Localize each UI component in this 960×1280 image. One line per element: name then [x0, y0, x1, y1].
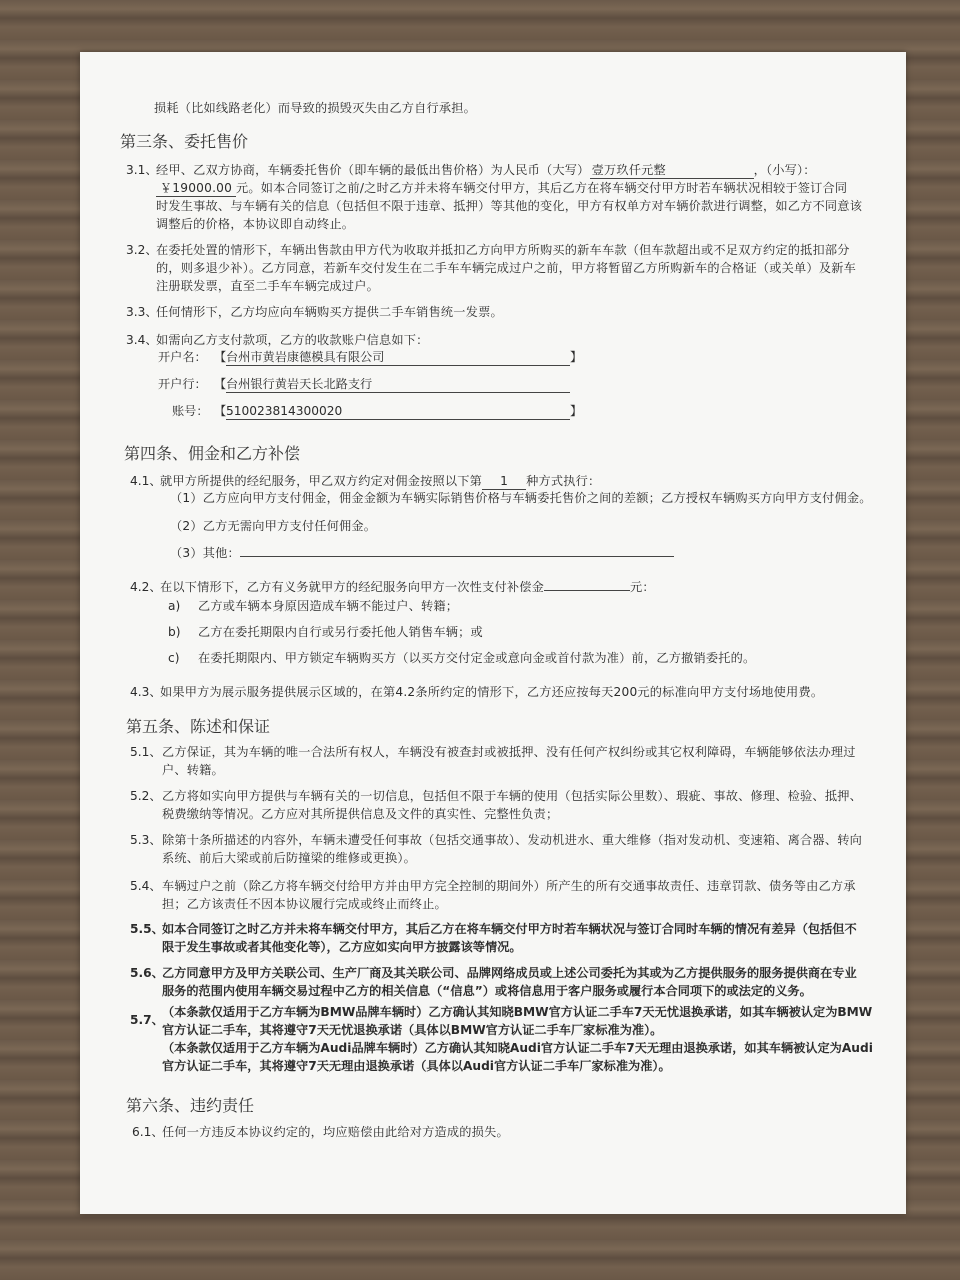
clause-4-1-number: 4.1、	[130, 474, 162, 488]
bracket-open: 【	[214, 377, 227, 391]
clause-4-2-line1: 在以下情形下，乙方有义务就甲方的经纪服务向甲方一次性支付补偿金 元：	[160, 580, 655, 594]
commission-option-field: 1	[482, 473, 526, 490]
section3-title: 第三条、委托售价	[120, 132, 249, 151]
clause-3-2-line2: 的，则多退少补）。乙方同意，若新车交付发生在二手车车辆完成过户之前，甲方将暂留乙方所购新车的合格证（或关单）及新车	[156, 261, 856, 275]
clause-5-4-line1: 车辆过户之前（除乙方将车辆交付给甲方并由甲方完全控制的期间外）所产生的所有交通事故责任、违章罚款、债务等由乙方承	[162, 879, 856, 893]
clause-3-4-number: 3.4、	[126, 333, 158, 347]
clause-5-6-number: 5.6、	[130, 966, 164, 980]
item-c-text: 在委托期限内、甲方锁定车辆购买方（以买方交付定金或意向金或首付款为准）前，乙方撤销委托的。	[198, 651, 756, 665]
option-3: （3）其他：	[170, 545, 674, 561]
clause-5-3-line2: 系统、前后大梁或前后防撞梁的维修或更换）。	[162, 851, 417, 865]
price-uppercase-field: 壹万玖仟元整	[590, 162, 754, 179]
item-c-label: c)	[168, 651, 180, 665]
clause-6-1-number: 6.1、	[132, 1125, 164, 1139]
bracket-open: 【	[214, 350, 227, 364]
clause-3-1-line3: 时发生事故、与车辆有关的信息（包括但不限于违章、抵押）等其他的变化，甲方有权单方对车辆价款进行调整，如乙方不同意该	[156, 199, 863, 213]
clause-4-2-number: 4.2、	[130, 580, 162, 594]
item-a-text: 乙方或车辆本身原因造成车辆不能过户、转籍；	[198, 599, 459, 613]
clause-5-6-line1: 乙方同意甲方及甲方关联公司、生产厂商及其关联公司、品牌网络成员或上述公司委托为其或为乙方提供服务的服务提供商在专业	[162, 966, 857, 980]
clause-5-5-line1: 如本合同签订之时乙方并未将车辆交付甲方，其后乙方在将车辆交付甲方时若车辆状况与签订合同时车辆的情况有差异（包括但不	[162, 922, 857, 936]
item-a-label: a)	[168, 599, 181, 613]
compensation-blank	[544, 590, 630, 591]
clause-3-1-line4: 调整后的价格，本协议即自动终止。	[156, 217, 355, 231]
option-3-blank	[240, 556, 674, 557]
clause-5-2-line2: 税费缴纳等情况。乙方应对其所提供信息及文件的真实性、完整性负责；	[162, 807, 559, 821]
account-name-field: 台州市黄岩康德模具有限公司	[226, 349, 570, 366]
section6-title: 第六条、违约责任	[126, 1096, 255, 1115]
clause-5-2-line1: 乙方将如实向甲方提供与车辆有关的一切信息，包括但不限于车辆的使用（包括实际公里数）、瑕疵、事故、修理、检验、抵押、	[162, 789, 862, 803]
clause-5-4-line2: 担；乙方该责任不因本协议履行完成或终止而终止。	[162, 897, 447, 911]
clause-5-7-line3: （本条款仅适用于乙方车辆为Audi品牌车辆时）乙方确认其知晓Audi官方认证二手车7天无理由退换承诺，如其车辆被认定为Audi	[162, 1041, 873, 1055]
clause-3-1-line2: ￥19000.00 元。如本合同签订之前/之时乙方并未将车辆交付甲方，其后乙方在将车辆交付甲方时若车辆状况相较于签订合同	[156, 180, 847, 197]
clause-5-1-number: 5.1、	[130, 745, 162, 759]
clause-3-2-line1: 在委托处置的情形下，车辆出售款由甲方代为收取并抵扣乙方向甲方所购买的新车车款（但车款超出或不足双方约定的抵扣部分	[156, 243, 850, 257]
clause-5-7-line4: 官方认证二手车，其将遵守7天无理由退换承诺（具体以Audi官方认证二手车厂家标准为准）。	[162, 1059, 671, 1073]
clause-3-1-line1: 经甲、乙双方协商，车辆委托售价（即车辆的最低出售价格）为人民币（大写） 壹万玖仟元整 ，（小写）：	[156, 163, 816, 177]
clause-5-6-line2: 服务的范围内使用车辆交易过程中乙方的相关信息（“信息”）或将信息用于客户服务或履行本合同项下的或法定的义务。	[162, 984, 812, 998]
clause-5-1-line2: 户、转籍。	[162, 763, 224, 777]
item-b-label: b)	[168, 625, 181, 639]
clause-5-7-line1: （本条款仅适用于乙方车辆为BMW品牌车辆时）乙方确认其知晓BMW官方认证二手车7天无忧退换承诺，如其车辆被认定为BMW	[162, 1005, 873, 1019]
clause-5-3-number: 5.3、	[130, 833, 162, 847]
item-b-text: 乙方在委托期限内自行或另行委托他人销售车辆；或	[198, 625, 483, 639]
clause-5-4-number: 5.4、	[130, 879, 162, 893]
contract-page	[80, 52, 906, 1214]
clause-5-1-line1: 乙方保证，其为车辆的唯一合法所有权人，车辆没有被查封或被抵押、没有任何产权纠纷或其它权利障碍，车辆能够依法办理过	[162, 745, 856, 759]
intro-line: 损耗（比如线路老化）而导致的损毁灭失由乙方自行承担。	[154, 101, 477, 115]
clause-4-3-number: 4.3、	[130, 685, 162, 699]
section5-title: 第五条、陈述和保证	[126, 717, 271, 736]
clause-6-1-line1: 任何一方违反本协议约定的，均应赔偿由此给对方造成的损失。	[162, 1125, 509, 1139]
clause-5-7-number: 5.7、	[130, 1013, 164, 1027]
clause-3-2-number: 3.2、	[126, 243, 158, 257]
account-number-label: 账号：	[172, 404, 209, 418]
clause-5-5-number: 5.5、	[130, 922, 164, 936]
bracket-close: 】	[570, 350, 583, 364]
clause-3-3-number: 3.3、	[126, 305, 158, 319]
bracket-close: 】	[570, 404, 583, 418]
clause-4-3-line1: 如果甲方为展示服务提供展示区域的，在第4.2条所约定的情形下，乙方还应按每天200元的标准向甲方支付场地使用费。	[160, 685, 824, 699]
account-bank-field: 台州银行黄岩天长北路支行	[226, 376, 570, 393]
option-2: （2）乙方无需向甲方支付任何佣金。	[170, 519, 377, 533]
section4-title: 第四条、佣金和乙方补偿	[124, 444, 301, 463]
account-name-label: 开户名：	[158, 350, 207, 364]
option-1: （1）乙方应向甲方支付佣金，佣金金额为车辆实际销售价格与车辆委托售价之间的差额；乙方授权车辆购买方向甲方支付佣金。	[170, 491, 872, 505]
clause-5-5-line2: 限于发生事故或者其他变化等），乙方应如实向甲方披露该等情况。	[162, 940, 522, 954]
clause-4-1-line1: 就甲方所提供的经纪服务，甲乙双方约定对佣金按照以下第 1 种方式执行：	[160, 474, 601, 488]
clause-5-7-line2: 官方认证二手车，其将遵守7天无忧退换承诺（具体以BMW官方认证二手车厂家标准为准）。	[162, 1023, 663, 1037]
account-number-field: 510023814300020	[226, 403, 570, 420]
clause-5-2-number: 5.2、	[130, 789, 162, 803]
account-bank-label: 开户行：	[158, 377, 207, 391]
price-lowercase-field: ￥19000.00	[156, 180, 236, 197]
bracket-open: 【	[214, 404, 227, 418]
clause-3-2-line3: 注册联发票，直至二手车车辆完成过户。	[156, 279, 379, 293]
clause-5-3-line1: 除第十条所描述的内容外，车辆未遭受任何事故（包括交通事故）、发动机进水、重大维修（指对发动机、变速箱、离合器、转向	[162, 833, 862, 847]
clause-3-3-line1: 任何情形下，乙方均应向车辆购买方提供二手车销售统一发票。	[156, 305, 503, 319]
clause-3-1-number: 3.1、	[126, 163, 158, 177]
clause-3-4-line1: 如需向乙方支付款项，乙方的收款账户信息如下：	[156, 333, 429, 347]
